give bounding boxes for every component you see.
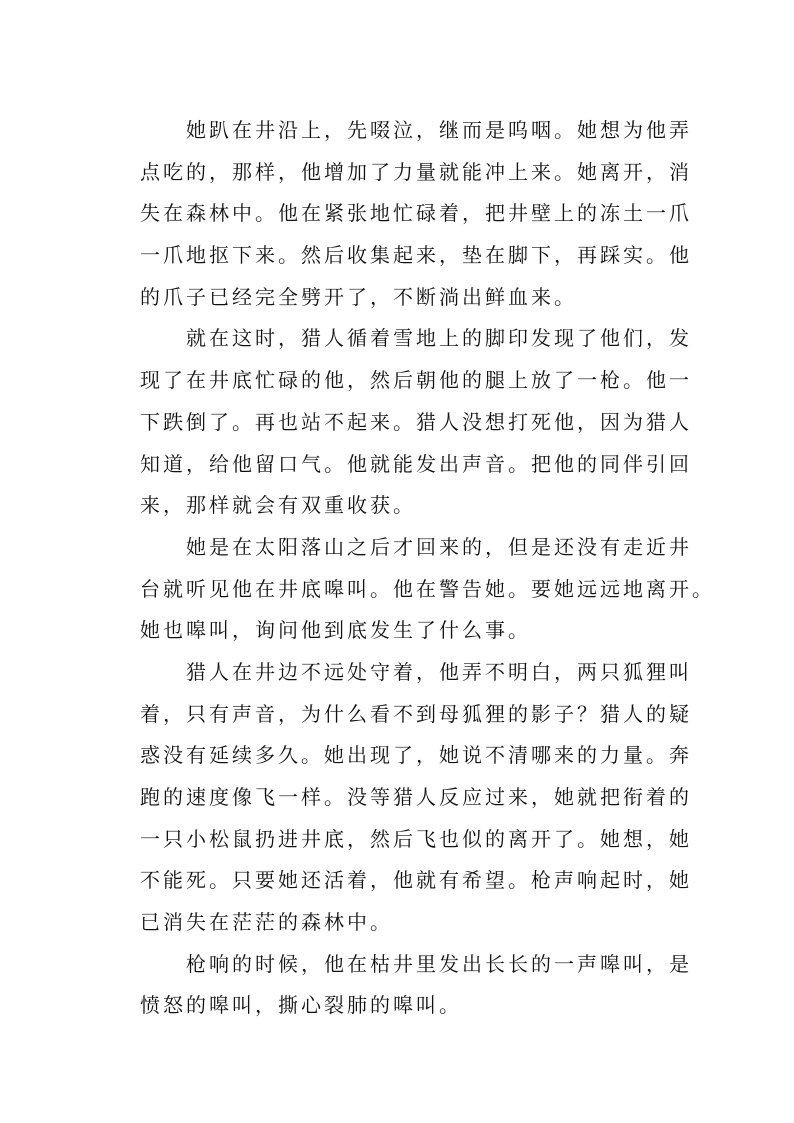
text-line: 愤怒的嗥叫，撕心裂肺的嗥叫。 [140,993,462,1018]
text-line: 不能死。只要她还活着，他就有希望。枪声响起时，她 [140,868,692,893]
text-line: 惑没有延续多久。她出现了，她说不清哪来的力量。奔 [140,743,692,768]
text-line: 已消失在茫茫的森林中。 [140,910,393,935]
paragraph-first-line: 猎人在井边不远处守着，他弄不明白，两只狐狸叫 [186,659,692,684]
paragraph-first-line: 枪响的时候，他在枯井里发出长长的一声嗥叫，是 [186,951,692,976]
paragraph-first-line: 她是在太阳落山之后才回来的，但是还没有走近井 [186,534,692,559]
paragraph-first-line: 她趴在井沿上，先啜泣，继而是呜咽。她想为他弄 [186,118,692,142]
text-line: 点吃的，那样，他增加了力量就能冲上来。她离开，消 [140,159,692,184]
text-line: 现了在井底忙碌的他，然后朝他的腿上放了一枪。他一 [140,368,692,393]
story-text [140,110,715,1027]
text-line: 一只小松鼠扔进井底，然后飞也似的离开了。她想，她 [140,826,692,851]
text-line: 知道，给他留口气。他就能发出声音。把他的同伴引回 [140,451,692,476]
text-line: 着，只有声音，为什么看不到母狐狸的影子？猎人的疑 [140,701,692,726]
paragraph-first-line: 就在这时，猎人循着雪地上的脚印发现了他们，发 [186,326,692,351]
text-line: 下跌倒了。再也站不起来。猎人没想打死他，因为猎人 [140,409,692,434]
text-line: 来，那样就会有双重收获。 [140,493,416,518]
text-line: 失在森林中。他在紧张地忙碌着，把井壁上的冻土一爪 [140,201,692,226]
text-line: 一爪地抠下来。然后收集起来，垫在脚下，再踩实。他 [140,243,692,268]
text-line: 她也嗥叫，询问他到底发生了什么事。 [140,618,531,643]
text-line: 台就听见他在井底嗥叫。他在警告她。要她远远地离开。 [140,576,715,601]
text-line: 的爪子已经完全劈开了，不断淌出鲜血来。 [140,284,577,309]
text-line: 跑的速度像飞一样。没等猎人反应过来，她就把衔着的 [140,785,692,809]
